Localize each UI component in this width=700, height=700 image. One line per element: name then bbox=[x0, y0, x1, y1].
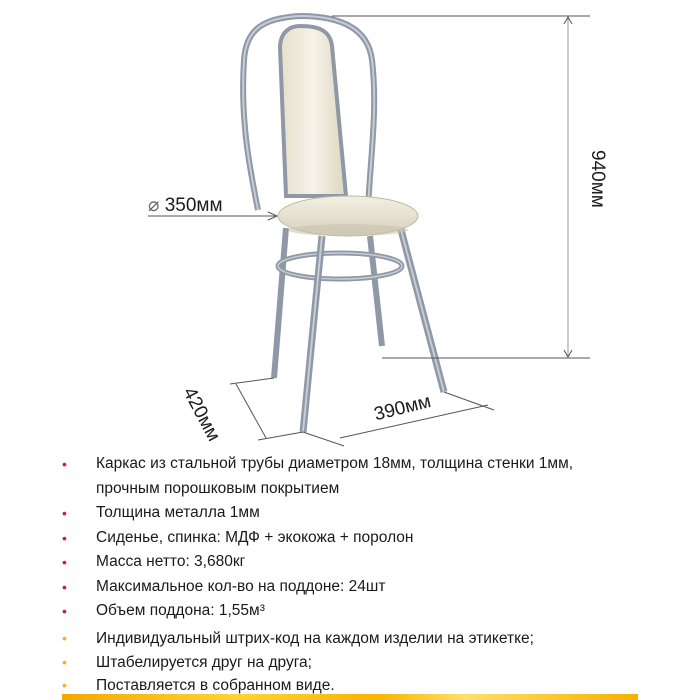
bullet-icon: • bbox=[62, 529, 67, 546]
spec-item: • Максимальное кол-во на поддоне: 24шт bbox=[0, 575, 700, 600]
specifications-list bbox=[0, 452, 700, 624]
bullet-icon: • bbox=[62, 677, 67, 693]
feature-item: • Поставляется в собранном виде. bbox=[0, 674, 700, 698]
spec-item: • Толщина металла 1мм bbox=[0, 501, 700, 526]
footer-decorative-bar bbox=[62, 694, 638, 700]
spec-item: • Каркас из стальной трубы диаметром 18мм, толщина стенки 1мм, bbox=[0, 452, 700, 477]
bullet-icon: • bbox=[62, 554, 67, 570]
depth-label: 420мм bbox=[178, 384, 225, 445]
feature-item: • Штабелируется друг на друга; bbox=[0, 651, 700, 675]
spec-item-continuation: прочным порошковым покрытием bbox=[96, 479, 340, 497]
spec-item: • Масса нетто: 3,680кг bbox=[0, 550, 700, 575]
bullet-icon: • bbox=[62, 578, 67, 595]
feature-item: • Индивидуальный штрих-код на каждом изделии на этикетке; bbox=[0, 627, 700, 651]
bullet-icon: • bbox=[62, 653, 67, 670]
bullet-icon: • bbox=[62, 505, 67, 521]
spec-item: • Сиденье, спинка: МДФ + экокожа + поролон bbox=[0, 526, 700, 551]
bullet-icon: • bbox=[62, 456, 67, 472]
spec-item: • Объем поддона: 1,55м³ bbox=[0, 599, 700, 624]
bullet-icon: • bbox=[62, 630, 67, 646]
bullet-icon: • bbox=[62, 603, 67, 619]
features-list bbox=[0, 627, 700, 698]
width-label: 390мм bbox=[372, 391, 434, 426]
seat-diameter-label: ⌀ 350мм bbox=[148, 195, 223, 216]
diameter-icon: ⌀ bbox=[148, 195, 160, 216]
height-label: 940мм bbox=[587, 150, 608, 208]
